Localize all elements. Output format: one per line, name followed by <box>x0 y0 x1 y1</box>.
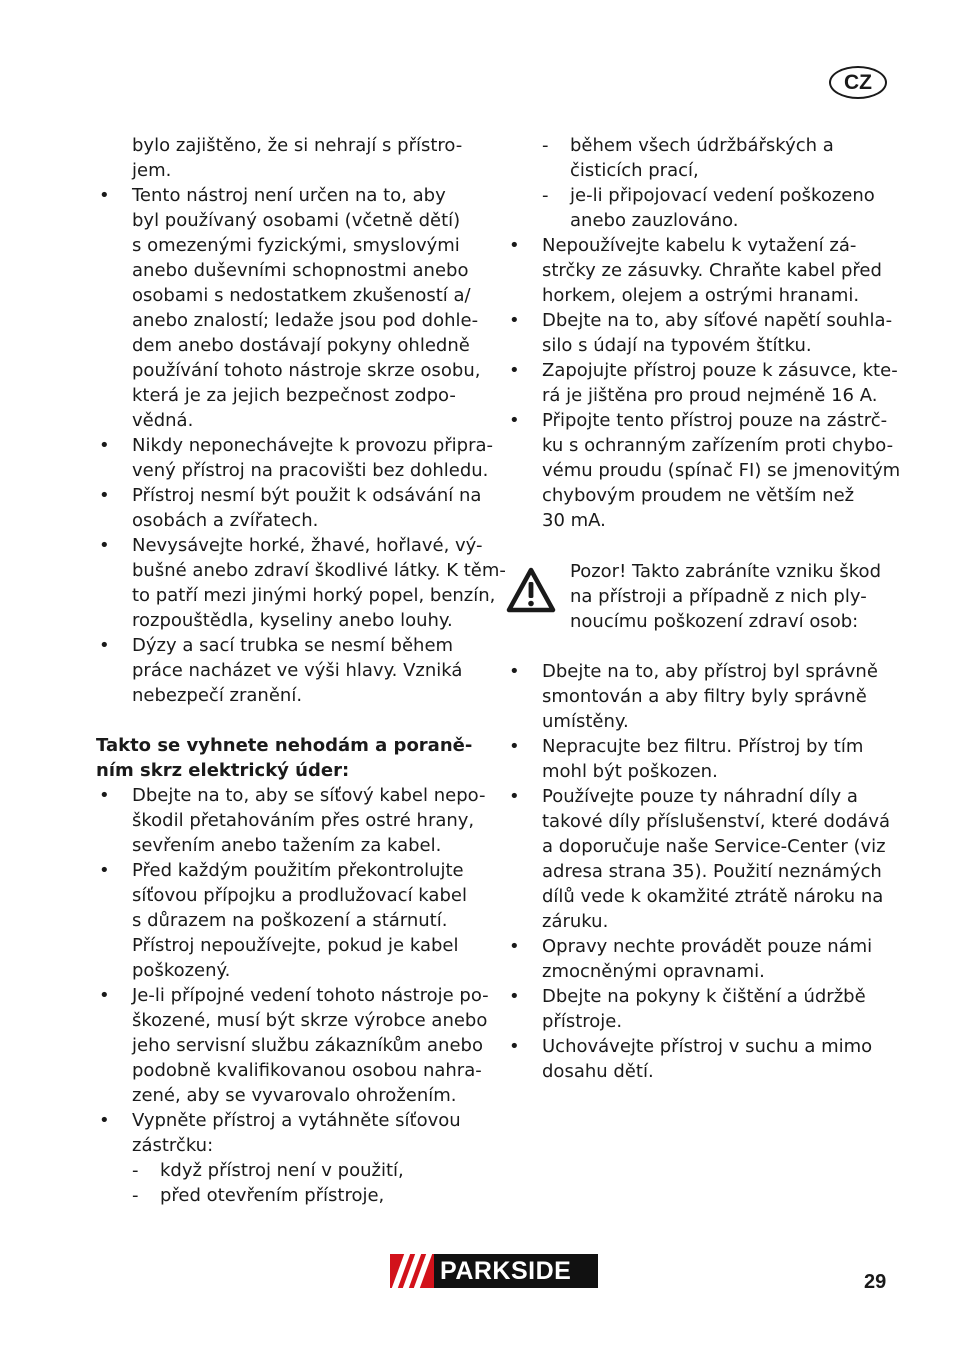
text-line: bylo zajištěno, že si nehrají s přístro- <box>132 135 463 156</box>
bullet-icon: • <box>99 435 110 456</box>
dash-icon: - <box>132 1185 139 1206</box>
text-line: adresa strana 35). Použití neznámých <box>542 861 882 882</box>
text-line: Dýzy a sací trubka se nesmí během <box>132 635 454 656</box>
sub-list <box>96 1158 496 1208</box>
text-line: Nikdy neponechávejte k provozu připra- <box>132 435 494 456</box>
text-line: Dbejte na to, aby přístroj byl správně <box>542 661 878 682</box>
bullet-icon: • <box>99 535 110 556</box>
text-line: Pozor! Takto zabráníte vzniku škod <box>570 561 881 582</box>
text-line: osobách a zvířatech. <box>132 510 319 531</box>
text-line: která je za jejich bezpečnost zodpo- <box>132 385 456 406</box>
text-line: na přístroji a případně z nich ply- <box>570 586 867 607</box>
text-line: Dbejte na to, aby se síťový kabel nepo- <box>132 785 486 806</box>
text-line: používání tohoto nástroje skrze osobu, <box>132 360 481 381</box>
text-line: horkem, olejem a ostrými hranami. <box>542 285 860 306</box>
text-line: takové díly příslušenství, které dodává <box>542 811 891 832</box>
text-line: ku s ochranným zařízením proti chybo- <box>542 435 894 456</box>
text-line: čisticích prací, <box>570 160 699 181</box>
text-line: mohl být poškozen. <box>542 761 718 782</box>
text-line: s důrazem na poškození a stárnutí. <box>132 910 448 931</box>
text-line: noucímu poškození zdraví osob: <box>570 611 859 632</box>
text-line: Dbejte na pokyny k čištění a údržbě <box>542 986 866 1007</box>
text-line: jem. <box>132 160 172 181</box>
text-line: silo s údají na typovém štítku. <box>542 335 812 356</box>
warning-triangle-icon <box>506 567 556 613</box>
text-line: Přístroj nepoužívejte, pokud je kabel <box>132 935 459 956</box>
list-item <box>96 533 506 633</box>
bullet-list <box>96 183 506 708</box>
list-item <box>96 433 496 483</box>
brand-name: PARKSIDE <box>440 1256 572 1285</box>
text-line: podobně kvalifikovanou osobou nahra- <box>132 1060 482 1081</box>
list-item <box>506 659 896 734</box>
bullet-icon: • <box>99 985 110 1006</box>
language-badge <box>829 66 887 99</box>
text-line: byl používaný osobami (včetně dětí) <box>132 210 461 231</box>
text-line: Opravy nechte provádět pouze námi <box>542 936 873 957</box>
text-line: záruku. <box>542 911 609 932</box>
text-line: Dbejte na to, aby síťové napětí souhla- <box>542 310 893 331</box>
list-item <box>96 483 496 533</box>
list-item <box>506 984 896 1034</box>
list-item <box>506 734 896 784</box>
text-line: to patří mezi jinými horký popel, benzín, <box>132 585 496 606</box>
text-line: Uchovávejte přístroj v suchu a mimo <box>542 1036 873 1057</box>
text-line: osobami s nedostatkem zkušeností a/ <box>132 285 471 306</box>
text-line: smontován a aby filtry byly správně <box>542 686 867 707</box>
bullet-icon: • <box>509 1036 520 1057</box>
bullet-icon: • <box>99 185 110 206</box>
text-line: bušné anebo zdraví škodlivé látky. K těm- <box>132 560 506 581</box>
list-item <box>506 358 896 408</box>
sub-item <box>506 133 896 183</box>
bullet-icon: • <box>509 986 520 1007</box>
text-line: během všech údržbářských a <box>570 135 834 156</box>
text-line: poškozený. <box>132 960 231 981</box>
text-line: jeho servisní službu zákazníkům anebo <box>132 1035 483 1056</box>
sub-item <box>96 1183 496 1208</box>
section-heading: Takto se vyhnete nehodám a poraně- <box>96 735 473 756</box>
bullet-icon: • <box>509 360 520 381</box>
text-line: anebo duševními schopnostmi anebo <box>132 260 469 281</box>
text-line: škozené, musí být skrze výrobce anebo <box>132 1010 488 1031</box>
dash-icon: - <box>542 185 549 206</box>
bullet-list <box>506 233 901 533</box>
section-heading: ním skrz elektrický úder: <box>96 760 350 781</box>
bullet-icon: • <box>509 310 520 331</box>
bullet-icon: • <box>509 786 520 807</box>
text-line: Nepoužívejte kabelu k vytažení zá- <box>542 235 857 256</box>
text-line: anebo znalostí; ledaže jsou pod dohle- <box>132 310 479 331</box>
list-item <box>96 858 496 983</box>
bullet-icon: • <box>99 635 110 656</box>
text-line: když přístroj není v použití, <box>160 1160 404 1181</box>
text-line: rá je jištěna pro proud nejméně 16 A. <box>542 385 878 406</box>
text-line: Před každým použitím překontrolujte <box>132 860 464 881</box>
text-line: vený přístroj na pracovišti bez dohledu. <box>132 460 489 481</box>
text-line: Připojte tento přístroj pouze na zástrč- <box>542 410 888 431</box>
text-line: Nevysávejte horké, žhavé, hořlavé, vý- <box>132 535 483 556</box>
text-line: Je-li přípojné vedení tohoto nástroje po- <box>132 985 489 1006</box>
text-line: před otevřením přístroje, <box>160 1185 385 1206</box>
text-line: anebo zauzlováno. <box>570 210 739 231</box>
dash-icon: - <box>542 135 549 156</box>
text-line: rozpouštědla, kyseliny anebo louhy. <box>132 610 453 631</box>
text-line: zmocněnými opravnami. <box>542 961 765 982</box>
text-line: zené, aby se vyvarovalo ohrožením. <box>132 1085 457 1106</box>
right-column <box>506 133 901 533</box>
text-line: 30 mA. <box>542 510 606 531</box>
text-line: škodil přetahováním přes ostré hrany, <box>132 810 475 831</box>
text-line: dosahu dětí. <box>542 1061 654 1082</box>
bullet-icon: • <box>99 485 110 506</box>
text-line: vému proudu (spínač FI) se jmenovitým <box>542 460 901 481</box>
text-line: Tento nástroj není určen na to, aby <box>132 185 446 206</box>
list-item <box>96 1108 496 1158</box>
text-line: sevřením anebo tažením za kabel. <box>132 835 442 856</box>
text-line: přístroje. <box>542 1011 623 1032</box>
left-column <box>96 133 506 1208</box>
text-line: Přístroj nesmí být použit k odsávání na <box>132 485 482 506</box>
spacer <box>96 708 496 733</box>
sub-item <box>96 1158 496 1183</box>
bullet-icon: • <box>509 936 520 957</box>
list-item <box>506 308 896 358</box>
list-item <box>506 1034 896 1084</box>
bullet-list <box>96 783 496 1158</box>
list-item <box>506 934 896 984</box>
warning-text <box>570 559 881 634</box>
bullet-icon: • <box>509 410 520 431</box>
text-line: práce nacházet ve výši hlavy. Vzniká <box>132 660 463 681</box>
text-line: Používejte pouze ty náhradní díly a <box>542 786 858 807</box>
text-line: zástrčku: <box>132 1135 214 1156</box>
language-badge-label: CZ <box>844 70 872 94</box>
bullet-icon: • <box>99 785 110 806</box>
text-line: Zapojujte přístroj pouze k zásuvce, kte- <box>542 360 898 381</box>
sub-item <box>506 183 896 233</box>
bullet-list <box>506 659 896 1084</box>
text-line: dílů vede k okamžité ztrátě nároku na <box>542 886 884 907</box>
bullet-icon: • <box>509 736 520 757</box>
logo-stripes <box>390 1254 434 1288</box>
text-line: Vypněte přístroj a vytáhněte síťovou <box>132 1110 461 1131</box>
list-item <box>96 633 496 708</box>
text-line: nebezpečí zranění. <box>132 685 303 706</box>
parkside-logo <box>390 1254 598 1288</box>
text-line: Nepracujte bez filtru. Přístroj by tím <box>542 736 864 757</box>
sub-list <box>506 133 896 233</box>
text-line: strčky ze zásuvky. Chraňte kabel před <box>542 260 882 281</box>
text-line: síťovou přípojku a prodlužovací kabel <box>132 885 467 906</box>
dash-icon: - <box>132 1160 139 1181</box>
list-item <box>96 183 496 433</box>
list-item <box>96 983 496 1108</box>
list-item <box>96 783 496 858</box>
list-item <box>506 408 901 533</box>
bullet-icon: • <box>99 860 110 881</box>
text-line: s omezenými fyzickými, smyslovými <box>132 235 460 256</box>
text-line: a doporučuje naše Service-Center (viz <box>542 836 886 857</box>
list-item <box>506 784 896 934</box>
page-number: 29 <box>864 1271 887 1293</box>
bullet-icon: • <box>509 661 520 682</box>
text-line: chybovým proudem ne větším než <box>542 485 855 506</box>
text-line: umístěny. <box>542 711 629 732</box>
bullet-icon: • <box>509 235 520 256</box>
bullet-icon: • <box>99 1110 110 1131</box>
text-line: dem anebo dostávají pokyny ohledně <box>132 335 470 356</box>
right-column-lower <box>506 659 896 1084</box>
text-line: je-li připojovací vedení poškozeno <box>570 185 875 206</box>
list-item <box>506 233 896 308</box>
text-line: vědná. <box>132 410 194 431</box>
